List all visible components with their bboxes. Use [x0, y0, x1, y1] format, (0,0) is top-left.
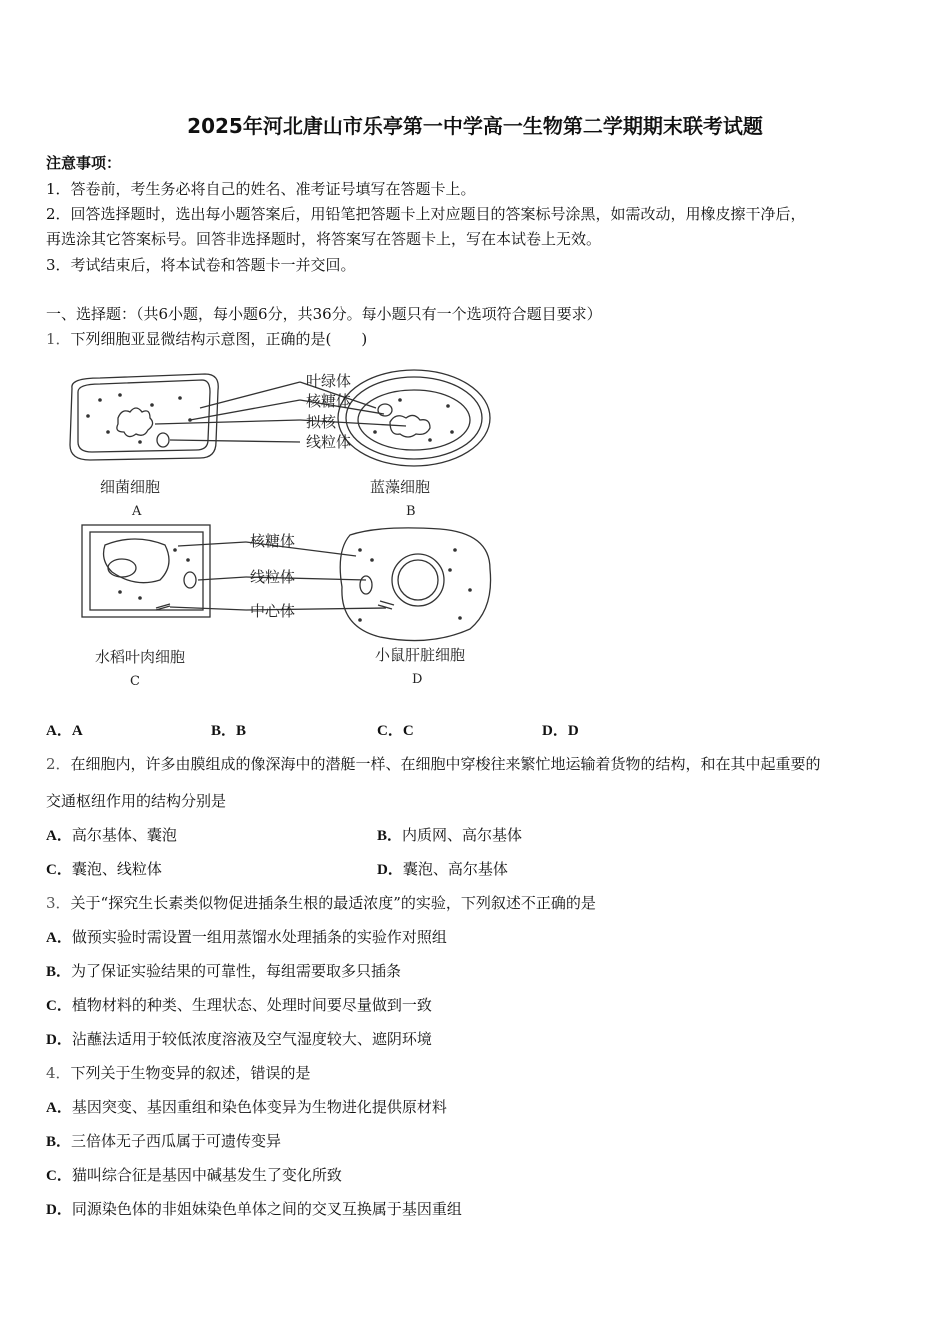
- option-text: B: [236, 723, 247, 739]
- option-text: 三倍体无子西瓜属于可遗传变异: [71, 1132, 282, 1150]
- option-text: C: [402, 723, 414, 739]
- q4-option-a[interactable]: [46, 1096, 447, 1117]
- label-mitochondrion-2: 线粒体: [250, 568, 296, 586]
- cell-d-caption: 小鼠肝脏细胞: [375, 646, 466, 664]
- notice-item: 3．考试结束后，将本试卷和答题卡一并交回。: [46, 256, 356, 274]
- cell-diagram-figure: [60, 360, 510, 695]
- bacterium-outline-icon: [70, 374, 218, 460]
- label-centriole: 中心体: [250, 602, 296, 620]
- animal-mitochondrion-icon: [360, 576, 372, 594]
- centriole-icon: [156, 604, 170, 610]
- option-text: 为了保证实验结果的可靠性，每组需要取多只插条: [71, 962, 402, 980]
- option-letter: A．: [46, 828, 72, 844]
- mitochondrion-icon: [157, 433, 169, 447]
- option-text: 高尔基体、囊泡: [71, 826, 177, 844]
- option-letter: C．: [46, 862, 72, 878]
- cyanobacteria-outline-icon: [338, 370, 490, 466]
- q2-option-a[interactable]: [46, 824, 177, 845]
- notice-item: 1．答卷前，考生务必将自己的姓名、准考证号填写在答题卡上。: [46, 180, 476, 198]
- option-text: 囊泡、线粒体: [71, 860, 162, 878]
- q2-option-c[interactable]: [46, 858, 162, 879]
- q1-option-c[interactable]: [377, 719, 414, 740]
- option-text: 同源染色体的非姐妹染色单体之间的交叉互换属于基因重组: [71, 1200, 462, 1218]
- q3-option-a[interactable]: [46, 926, 447, 947]
- chloroplast-icon: [108, 559, 136, 577]
- animal-cell-outline-icon: [340, 528, 490, 641]
- option-text: 囊泡、高尔基体: [402, 860, 508, 878]
- option-text: 基因突变、基因重组和染色体变异为生物进化提供原材料: [71, 1098, 447, 1116]
- q3-option-d[interactable]: [46, 1028, 432, 1049]
- option-letter: C．: [46, 998, 72, 1014]
- option-text: D: [567, 723, 579, 739]
- option-letter: D．: [46, 1202, 72, 1218]
- option-text: 内质网、高尔基体: [402, 826, 523, 844]
- option-letter: B．: [46, 1134, 72, 1150]
- question-2: [46, 753, 821, 774]
- option-letter: C．: [377, 723, 403, 739]
- option-letter: A．: [46, 1100, 72, 1116]
- cell-b-caption: 蓝藻细胞: [370, 478, 431, 496]
- page-title: 2025年河北唐山市乐亭第一中学高一生物第二学期期末联考试题: [187, 114, 763, 138]
- q1-option-d[interactable]: [542, 719, 579, 740]
- label-mitochondrion: 线粒体: [306, 433, 352, 451]
- question-text: 下列关于生物变异的叙述，错误的是: [70, 1064, 311, 1082]
- option-text: 做预实验时需设置一组用蒸馏水处理插条的实验作对照组: [71, 928, 447, 946]
- option-letter: D．: [542, 723, 568, 739]
- q4-option-c[interactable]: [46, 1164, 342, 1185]
- option-letter: B．: [211, 723, 237, 739]
- q3-option-c[interactable]: [46, 994, 432, 1015]
- option-letter: B．: [46, 964, 72, 980]
- q4-option-d[interactable]: [46, 1198, 462, 1219]
- question-2-continued: 交通枢纽作用的结构分别是: [46, 792, 227, 810]
- notice-item: 再选涂其它答案标号。回答非选择题时，将答案写在答题卡上，写在本试卷上无效。: [46, 230, 602, 248]
- option-letter: A．: [46, 723, 72, 739]
- option-text: 猫叫综合征是基因中碱基发生了变化所致: [71, 1166, 342, 1184]
- question-text: 在细胞内，许多由膜组成的像深海中的潜艇一样、在细胞中穿梭往来繁忙地运输着货物的结构，和在其中起重要的: [70, 755, 821, 773]
- cell-c-letter: C: [130, 674, 140, 689]
- q2-option-b[interactable]: [377, 824, 522, 845]
- cell-c-caption: 水稻叶肉细胞: [95, 648, 186, 666]
- cell-b-letter: B: [406, 504, 416, 519]
- q4-option-b[interactable]: [46, 1130, 281, 1151]
- plant-cell-outline-icon: [82, 525, 210, 617]
- cell-d-letter: D: [412, 672, 423, 687]
- cell-diagram: [60, 360, 510, 695]
- option-letter: A．: [46, 930, 72, 946]
- q2-option-d[interactable]: [377, 858, 508, 879]
- question-1: [46, 328, 367, 349]
- option-letter: D．: [46, 1032, 72, 1048]
- nucleoid-icon: [117, 408, 153, 437]
- question-text: 关于“探究生长素类似物促进插条生根的最适浓度”的实验，下列叙述不正确的是: [70, 894, 596, 912]
- option-letter: B．: [377, 828, 403, 844]
- q3-option-b[interactable]: [46, 960, 401, 981]
- question-4: [46, 1062, 311, 1083]
- option-text: 沾蘸法适用于较低浓度溶液及空气湿度较大、遮阴环境: [71, 1030, 432, 1048]
- option-text: A: [71, 723, 83, 739]
- cell-a-letter: A: [132, 504, 142, 519]
- question-3: [46, 892, 596, 913]
- notice-heading: 注意事项：: [46, 154, 122, 172]
- option-letter: D．: [377, 862, 403, 878]
- label-nucleoid: 拟核: [306, 413, 337, 431]
- label-ribosome-2: 核糖体: [250, 532, 296, 550]
- question-text: 下列细胞亚显微结构示意图，正确的是( ): [70, 330, 368, 348]
- cell-a-caption: 细菌细胞: [100, 478, 161, 496]
- notice-item: 2．回答选择题时，选出每小题答案后，用铅笔把答题卡上对应题目的答案标号涂黑，如需改动，用橡皮擦干净后，: [46, 205, 806, 223]
- question-number: 4．: [46, 1064, 71, 1082]
- q1-option-a[interactable]: [46, 719, 83, 740]
- q1-option-b[interactable]: [211, 719, 246, 740]
- question-number: 3．: [46, 894, 71, 912]
- nucleus-icon: [392, 554, 444, 606]
- question-number: 2．: [46, 755, 71, 773]
- option-text: 植物材料的种类、生理状态、处理时间要尽量做到一致: [71, 996, 432, 1014]
- option-letter: C．: [46, 1168, 72, 1184]
- label-ribosome: 核糖体: [306, 392, 352, 410]
- question-number: 1．: [46, 330, 71, 348]
- plant-mitochondrion-icon: [184, 572, 196, 588]
- cyanobacteria-nucleoid-icon: [390, 415, 430, 437]
- label-chloroplast: 叶绿体: [306, 372, 352, 390]
- section-heading: 一、选择题：（共6小题，每小题6分，共36分。每小题只有一个选项符合题目要求）: [46, 305, 602, 323]
